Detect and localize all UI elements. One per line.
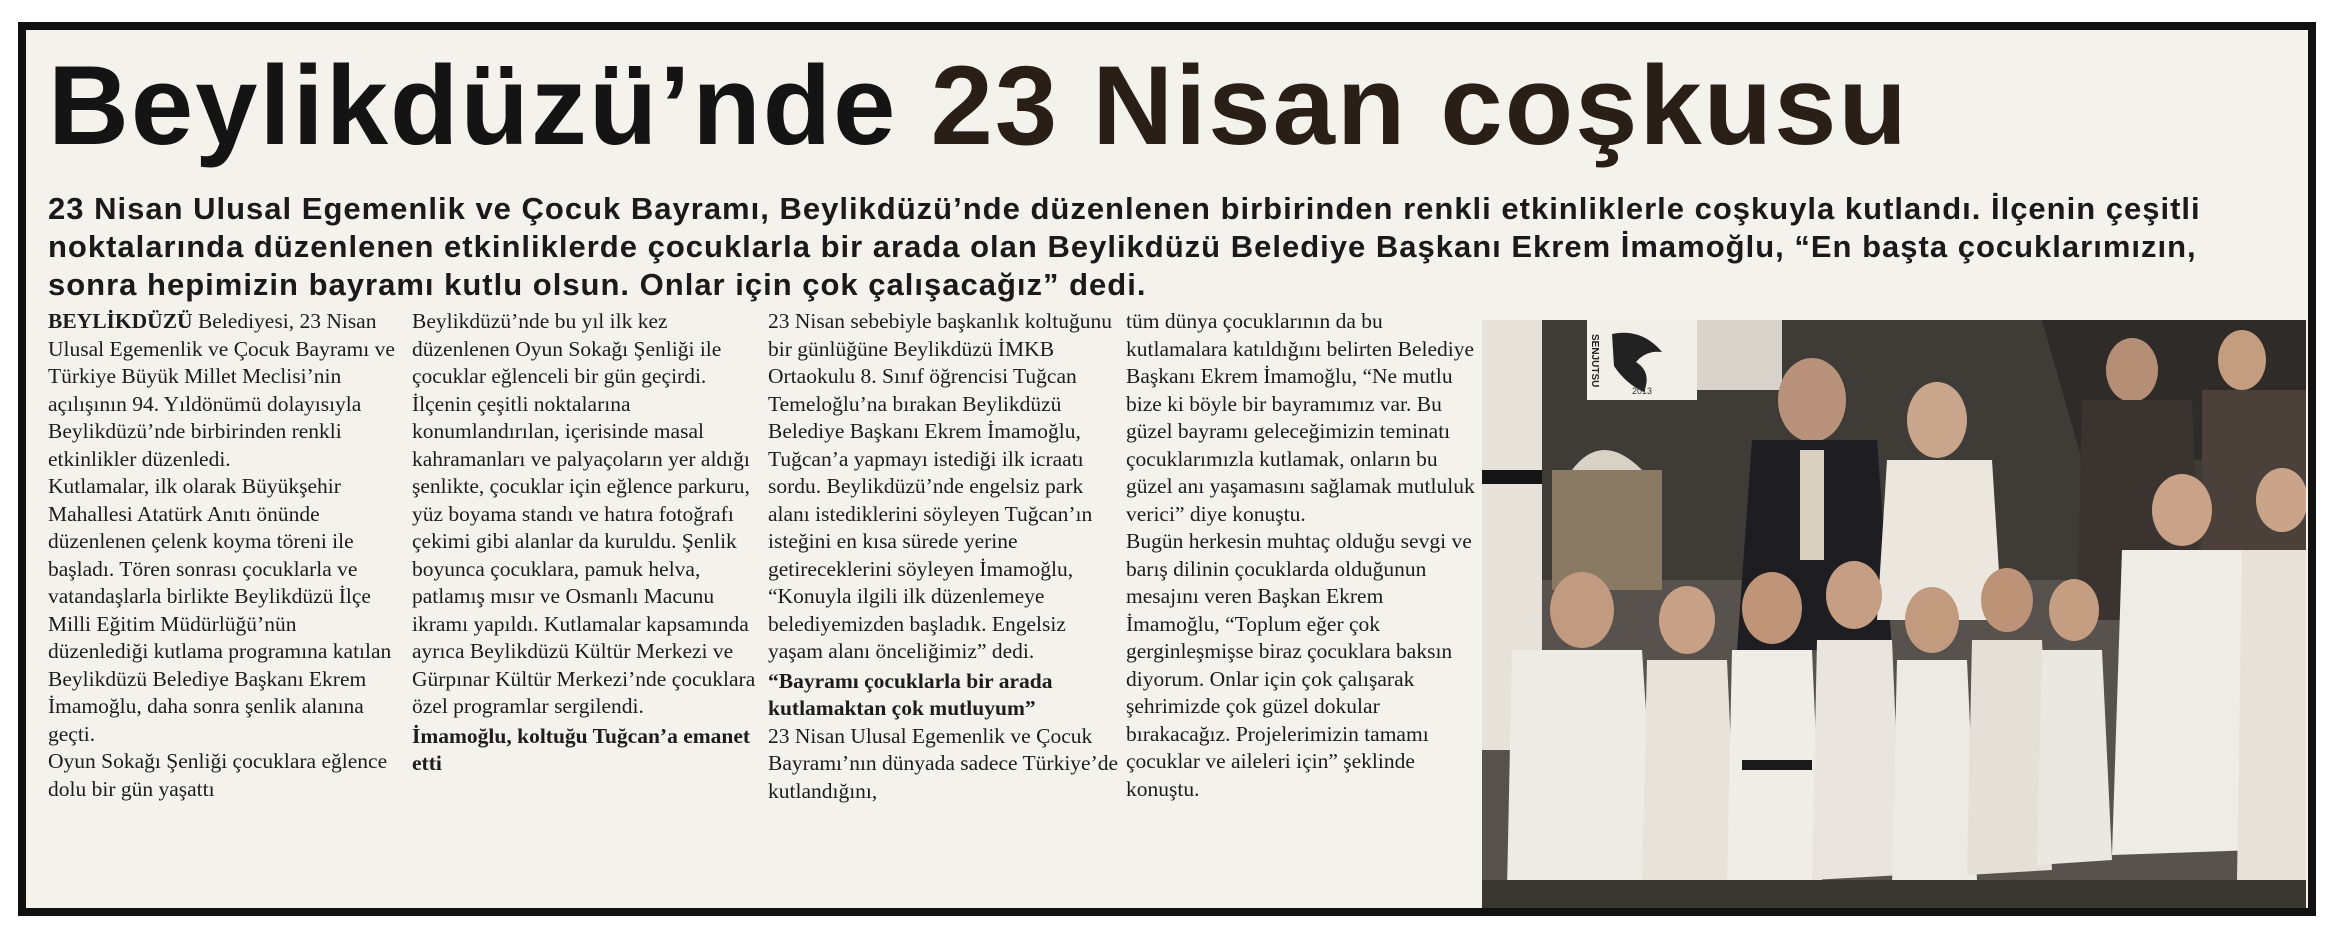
column-3-subheading: “Bayramı çocuklarla bir arada kutlamaktan çok mutluyum” [768,668,1053,720]
column-1-text-1: Belediyesi, 23 Nisan Ulusal Egemenlik ve Çocuk Bayramı ve Türkiye Büyük Millet Meclisi’nin açılışının 94. Yıldönümü dolayısıyla Beylikdüzü’nde birbirinden renkli etkinlikler düzenledi. [48,309,395,471]
column-1-paragraph-1 [48,308,400,473]
column-2-subheading: İmamoğlu, koltuğu Tuğcan’a emanet etti [412,723,751,775]
column-4-paragraph-1: tüm dünya çocuklarının da bu kutlamalara katıldığını belirten Belediye Başkanı Ekrem İmamoğlu, “Ne mutlu bize ki böyle bir bayramımız var. Bu güzel bayramı geleceğimizin teminatı çocuklarımızla kutlamak, onların bu güzel anı yaşamasını sağlamak mutluluk verici” diye konuştu. [1126,309,1475,526]
dateline: BEYLİKDÜZÜ [48,309,193,333]
headline-part-2: 23 Nisan coşkusu [930,43,1909,168]
article-column-3 [768,308,1120,805]
column-4-paragraph-2: Bugün herkesin muhtaç olduğu sevgi ve barış dilinin çocuklarda olduğunun mesajını veren Başkan Ekrem İmamoğlu, “Toplum eğer çok gerginleşmişse biraz çocuklara baksın diyorum. Onlar için çok çalışarak şehrimizde çok güzel dokular bırakacağız. Projelerimizin tamamı çocuklar ve aileleri için” şeklinde konuştu. [1126,529,1472,801]
news-photo [1482,320,2306,910]
article-deck: 23 Nisan Ulusal Egemenlik ve Çocuk Bayramı, Beylikdüzü’nde düzenlenen birbirinden renkli etkinliklerle coşkuyla kutlandı. İlçenin çeşitli noktalarında düzenlenen etkinliklerde çocuklarla bir arada olan Beylikdüzü Belediye Başkanı Ekrem İmamoğlu, “En başta çocuklarımızın, sonra hepimizin bayramı kutlu olsun. Onlar için çok çalışacağız” dedi. [48,191,2201,302]
banner [1587,320,1697,400]
headline-part-1: Beylikdüzü’nde [48,43,898,168]
newspaper-clipping [18,22,2316,916]
banner-text: SENJUTSU [1589,334,1600,388]
column-1-paragraph-3: Oyun Sokağı Şenliği çocuklara eğlence dolu bir gün yaşattı [48,749,388,801]
article-column-1 [48,308,400,803]
column-3-paragraph-1: 23 Nisan sebebiyle başkanlık koltuğunu bir günlüğüne Beylikdüzü İMKB Ortaokulu 8. Sınıf öğrencisi Tuğcan Temeloğlu’na bırakan Beylikdüzü Belediye Başkanı Ekrem İmamoğlu, Tuğcan’a yapmayı istediği ilk icraatı sordu. Beylikdüzü’nde engelsiz park alanı istediklerini söyleyen Tuğcan’ın isteğini en kısa sürede yerine getireceklerini söyleyen İmamoğlu, “Konuyla ilgili ilk düzenlemeye belediyemizden başladık. Engelsiz yaşam alanı önceliğimiz” dedi. [768,309,1112,663]
headline [48,40,2308,172]
column-3-paragraph-2: 23 Nisan Ulusal Egemenlik ve Çocuk Bayramı’nın dünyada sadece Türkiye’de kutlandığını, [768,723,1119,803]
column-1-paragraph-2: Kutlamalar, ilk olarak Büyükşehir Mahallesi Atatürk Anıtı önünde düzenlenen çelenk koyma töreni ile başladı. Tören sonrası çocuklarla ve vatandaşlarla birlikte Beylikdüzü İlçe Milli Eğitim Müdürlüğü’nün düzenlediği kutlama programına katılan Beylikdüzü Belediye Başkanı Ekrem İmamoğlu, daha sonra şenlik alanına geçti. [48,474,392,746]
photo-illustration [1482,320,2306,910]
article-column-4 [1126,308,1478,803]
column-2-paragraph-1: Beylikdüzü’nde bu yıl ilk kez düzenlenen Oyun Sokağı Şenliği ile çocuklar eğlenceli bir gün geçirdi. İlçenin çeşitli noktalarına konumlandırılan, içerisinde masal kahramanları ve palyaçoların yer aldığı şenlikte, çocuklar için eğlence parkuru, yüz boyama standı ve hatıra fotoğrafı çekimi gibi alanlar da kuruldu. Şenlik boyunca çocuklara, pamuk helva, patlamış mısır ve Osmanlı Macunu ikramı yapıldı. Kutlamalar kapsamında ayrıca Beylikdüzü Kültür Merkezi ve Gürpınar Kültür Merkezi’nde çocuklara özel programlar sergilendi. [412,309,756,718]
banner-year: 2013 [1631,386,1653,396]
article-column-2 [412,308,764,778]
